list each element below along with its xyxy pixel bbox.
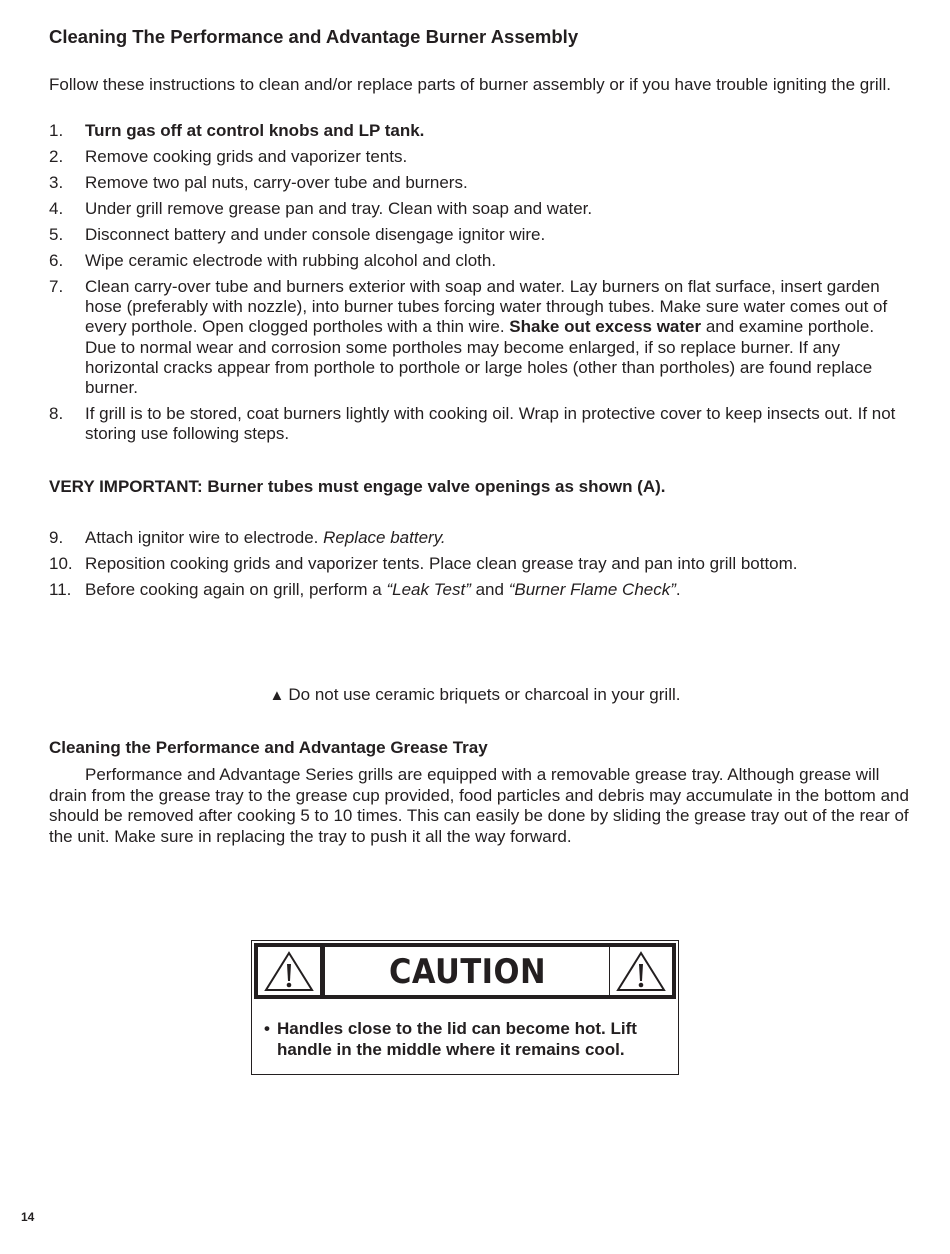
step-number: 1. bbox=[49, 121, 64, 140]
warning-triangle-icon bbox=[615, 950, 667, 992]
caution-bullet-row bbox=[264, 1018, 666, 1060]
step-text: If grill is to be stored, coat burners lightly with cooking oil. Wrap in protective cover to keep insects out. If not storing use following steps. bbox=[85, 404, 896, 444]
warning-note bbox=[0, 685, 950, 705]
important-notice: VERY IMPORTANT: Burner tubes must engage valve openings as shown (A). bbox=[49, 477, 666, 496]
step-number: 10. bbox=[49, 554, 73, 573]
step-number: 11. bbox=[49, 580, 72, 599]
steps-list-part2 bbox=[49, 528, 909, 606]
page-heading: Cleaning The Performance and Advantage Burner Assembly bbox=[49, 26, 579, 47]
step-number: 6. bbox=[49, 251, 64, 270]
caution-left-panel bbox=[257, 946, 321, 996]
step-text: Under grill remove grease pan and tray. Clean with soap and water. bbox=[85, 199, 593, 218]
list-item bbox=[49, 528, 909, 548]
step-text: Clean carry-over tube and burners exterior with soap and water. Lay burners on flat surface, insert garden hose (preferably with nozzle), into burner tubes forcing water through tubes. Make sure water comes out of every porthole. Open clogged portholes with a thin wire. Shake out excess water and examine porthole. Due to normal wear and corrosion some portholes may become enlarged, if so replace burner. If any horizontal cracks appear from porthole to porthole or large holes (other than portholes) are found replace burner. bbox=[85, 277, 888, 398]
list-item bbox=[49, 199, 909, 219]
list-item bbox=[49, 173, 909, 193]
list-item bbox=[49, 277, 909, 398]
list-item bbox=[49, 251, 909, 271]
list-item bbox=[49, 225, 909, 245]
step-number: 5. bbox=[49, 225, 64, 244]
warning-note-text: Do not use ceramic briquets or charcoal in your grill. bbox=[288, 685, 681, 704]
step-text: Turn gas off at control knobs and LP tank. bbox=[85, 121, 425, 140]
step-number: 7. bbox=[49, 277, 64, 296]
list-item bbox=[49, 404, 909, 444]
list-item bbox=[49, 147, 909, 167]
grease-tray-heading: Cleaning the Performance and Advantage Grease Tray bbox=[49, 738, 488, 757]
intro-paragraph: Follow these instructions to clean and/or replace parts of burner assembly or if you have trouble igniting the grill. bbox=[49, 75, 891, 94]
list-item bbox=[49, 121, 909, 141]
caution-text: Handles close to the lid can become hot. Lift handle in the middle where it remains cool. bbox=[277, 1019, 637, 1059]
step-text: Wipe ceramic electrode with rubbing alcohol and cloth. bbox=[85, 251, 497, 270]
step-text: Disconnect battery and under console disengage ignitor wire. bbox=[85, 225, 546, 244]
step-number: 9. bbox=[49, 528, 64, 547]
step-number: 4. bbox=[49, 199, 64, 218]
page-number: 14 bbox=[21, 1210, 35, 1224]
step-number: 8. bbox=[49, 404, 64, 424]
step-number: 2. bbox=[49, 147, 64, 166]
step-text: Attach ignitor wire to electrode. Replace battery. bbox=[85, 528, 446, 547]
warning-triangle-icon bbox=[263, 950, 315, 992]
steps-list-part1 bbox=[49, 121, 909, 450]
step-text: Reposition cooking grids and vaporizer tents. Place clean grease tray and pan into grill bottom. bbox=[85, 554, 798, 573]
bullet-icon: • bbox=[264, 1019, 270, 1038]
step-number: 3. bbox=[49, 173, 64, 192]
caution-body bbox=[264, 1018, 666, 1060]
step-text: Remove two pal nuts, carry-over tube and burners. bbox=[85, 173, 468, 192]
triangle-icon: ▲ bbox=[269, 687, 285, 704]
step-text: Before cooking again on grill, perform a “Leak Test” and “Burner Flame Check”. bbox=[85, 580, 681, 599]
caution-title: CAUTION bbox=[388, 952, 547, 992]
caution-right-panel bbox=[609, 946, 673, 996]
grease-tray-paragraph: Performance and Advantage Series grills are equipped with a removable grease tray. Although grease will drain from the grease tray to the grease cup provided, food particles and debris may accumulate in the bottom and should be removed after cooking 5 to 10 times. This can easily be done by sliding the grease tray out of the rear of the unit. Make sure in replacing the tray to push it all the way forward. bbox=[49, 765, 909, 846]
caution-box bbox=[251, 940, 679, 1075]
step-text: Remove cooking grids and vaporizer tents. bbox=[85, 147, 408, 166]
caution-title-panel bbox=[324, 946, 611, 996]
list-item bbox=[49, 580, 909, 600]
caution-header bbox=[254, 943, 676, 999]
list-item bbox=[49, 554, 909, 574]
